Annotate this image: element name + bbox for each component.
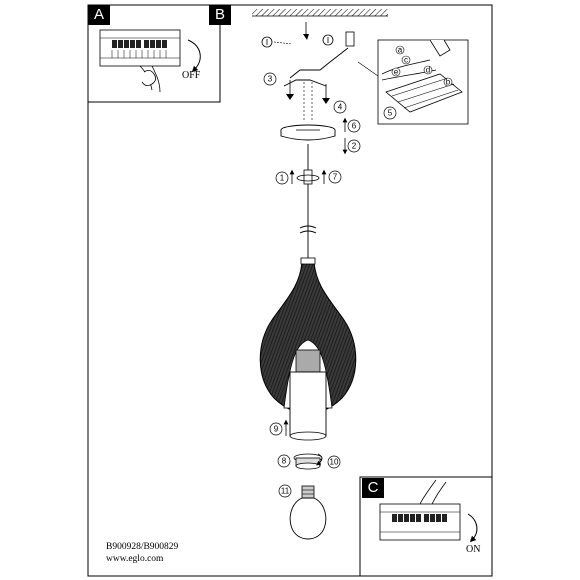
svg-text:3: 3 [267,74,273,84]
svg-text:8: 8 [281,456,287,466]
ceiling-hatch [252,9,388,16]
step-5 [384,107,396,119]
panel-a-label: A [88,5,110,25]
panel-b-label: B [209,5,231,25]
step-9 [270,423,282,435]
panel-a-turn-arrow [188,40,200,70]
svg-text:2: 2 [351,141,357,151]
wire-letter-a [396,46,404,55]
lamp-ring [294,454,322,469]
svg-text:10: 10 [329,457,339,467]
wire-letter-b [444,78,452,87]
step-6 [348,120,360,132]
panel-c-breaker-box [380,480,460,540]
step-11 [279,485,291,497]
step-7 [329,171,341,183]
svg-text:9: 9 [273,424,279,434]
step-2 [348,140,360,152]
step-8 [278,455,290,467]
svg-text:7: 7 [332,172,338,182]
svg-text:a: a [397,45,403,55]
panel-c-state: ON [466,544,481,555]
panel-c-turn-arrow [468,514,477,540]
panel-a-state: OFF [182,70,201,81]
svg-text:e: e [393,67,399,77]
wire-letter-c [402,56,410,65]
model-numbers: B900928/B900829 [106,542,179,552]
svg-text:b: b [445,77,451,87]
wire-letter-e [392,68,400,77]
svg-text:d: d [425,65,431,75]
step-4 [334,101,346,113]
step-3 [264,73,276,85]
wire-letter-d [424,66,432,75]
light-bulb [290,486,326,539]
canopy [281,125,335,140]
svg-text:1: 1 [279,173,285,183]
shade-top-cap [301,258,315,264]
panel-a-breaker-box [100,30,180,92]
website-url: www.eglo.com [106,554,164,564]
svg-text:5: 5 [387,108,393,118]
step-10 [328,456,340,468]
panel-c-label: C [362,478,384,498]
step-1 [276,172,288,184]
svg-text:4: 4 [337,102,343,112]
svg-text:c: c [404,55,408,65]
svg-text:6: 6 [351,121,357,131]
cable-gripper [297,170,319,184]
svg-text:11: 11 [280,486,290,496]
